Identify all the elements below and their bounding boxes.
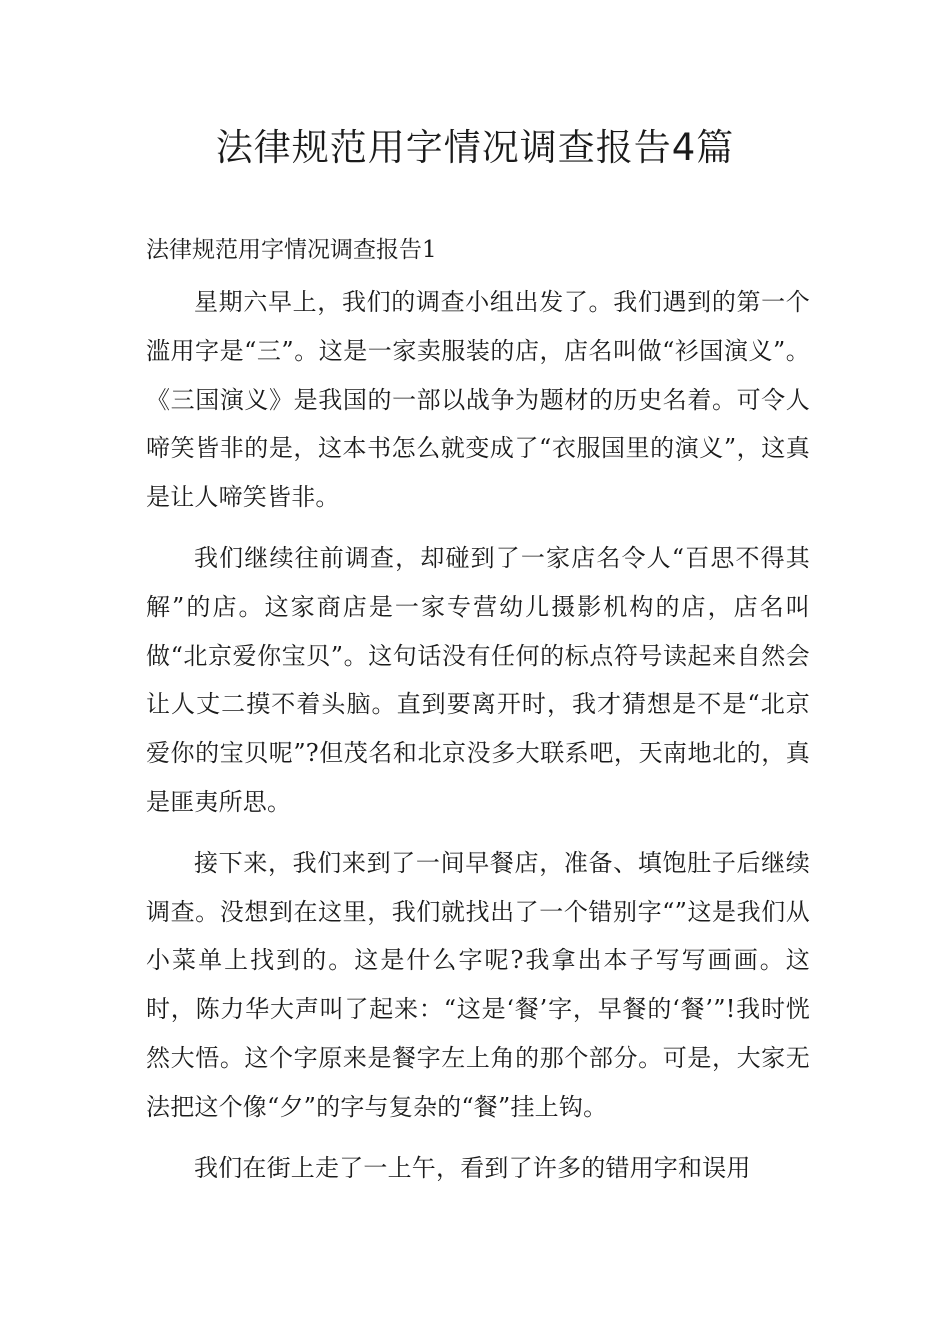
- section-heading: 法律规范用字情况调查报告1: [146, 237, 437, 263]
- paragraph-2: 我们继续往前调查，却碰到了一家店名令人“百思不得其解”的店。这家商店是一家专营幼儿摄影机构的店，店名叫做“北京爱你宝贝”。这句话没有任何的标点符号读起来自然会让人丈二摸不着头脑。直到要离开时，我才猜想是不是“北京爱你的宝贝呢”?但茂名和北京没多大联系吧，天南地北的，真是匪夷所思。: [146, 543, 810, 816]
- paragraph-4: 我们在街上走了一上午，看到了许多的错用字和误用: [194, 1153, 751, 1182]
- paragraph-1: 星期六早上，我们的调查小组出发了。我们遇到的第一个滥用字是“三”。这是一家卖服装的店，店名叫做“衫国演义”。《三国演义》是我国的一部以战争为题材的历史名着。可令人啼笑皆非的是，这本书怎么就变成了“衣服国里的演义”，这真是让人啼笑皆非。: [146, 288, 810, 512]
- document-title: 法律规范用字情况调查报告4篇: [215, 126, 735, 169]
- document-body: [146, 278, 810, 1204]
- paragraph-3: 接下来，我们来到了一间早餐店，准备、填饱肚子后继续调查。没想到在这里，我们就找出了一个错别字“”这是我们从小菜单上找到的。这是什么字呢?我拿出本子写写画画。这时，陈力华大声叫了起来：“这是‘餐’字，早餐的‘餐’”!我时恍然大悟。这个字原来是餐字左上角的那个部分。可是，大家无法把这个像“夕”的字与复杂的“餐”挂上钩。: [146, 848, 810, 1121]
